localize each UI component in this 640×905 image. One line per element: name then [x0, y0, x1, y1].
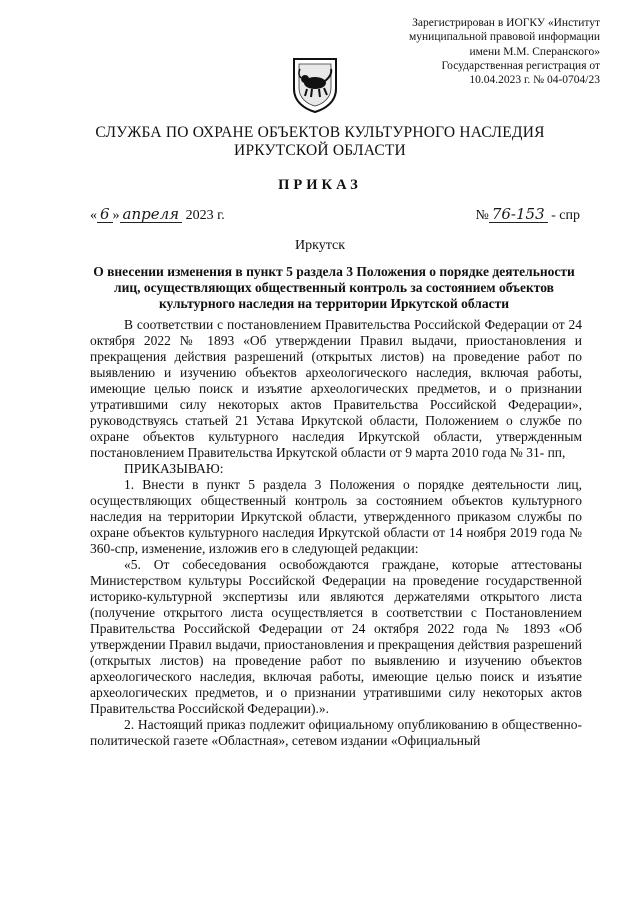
- coat-of-arms-icon: [290, 55, 340, 113]
- registration-line: 10.04.2023 г. № 04-0704/23: [469, 74, 600, 87]
- handwritten-month: апреля: [120, 206, 183, 223]
- organization-line: ИРКУТСКОЙ ОБЛАСТИ: [234, 142, 406, 159]
- date-quote-close: »: [112, 208, 120, 223]
- order-heading: О внесении изменения в пункт 5 раздела 3 Положения о порядке деятельности лиц, осуществляющих общественный контроль за состоянием объектов культурного наследия на территории Иркутской области: [93, 264, 575, 311]
- handwritten-number: 76-153: [489, 206, 548, 223]
- date-number-row: [90, 206, 580, 228]
- organization-name: [0, 124, 640, 160]
- organization-line: СЛУЖБА ПО ОХРАНЕ ОБЪЕКТОВ КУЛЬТУРНОГО НАСЛЕДИЯ: [95, 124, 545, 141]
- intro-paragraph: В соответствии с постановлением Правительства Российской Федерации от 24 октября 2022 № 1893 «Об утверждении Правил выдачи, приостановления и прекращения действия разрешений (открытых листов) на проведение работ по выявлению и изучению объектов археологического наследия, включая работы, имеющие целью поиск и изъятие археологических предметов, и о признании утратившими силу некоторых актов Правительства Российской Федерации», руководствуясь статьей 21 Устава Иркутской области, Положением о службе по охране объектов культурного наследия Иркутской области, утвержденным постановлением Правительства Иркутской области от 9 марта 2010 года № 31- пп,: [90, 317, 582, 460]
- number-sign: №: [475, 208, 489, 223]
- document-type-title: ПРИКАЗ: [278, 177, 362, 193]
- order-date: [90, 206, 225, 224]
- item-1-paragraph: 1. Внести в пункт 5 раздела 3 Положения о порядке деятельности лиц, осуществляющих общественный контроль за состоянием объектов культурного наследия на территории Иркутской области, утвержденного приказом службы по охране объектов культурного наследия Иркутской области от 14 ноября 2019 года № 360-спр, изменение, изложив его в следующей редакции:: [90, 477, 582, 556]
- registration-line: имени М.М. Сперанского»: [469, 45, 600, 58]
- order-number: [475, 206, 580, 224]
- order-word: ПРИКАЗЫВАЮ:: [124, 461, 224, 476]
- registration-line: Зарегистрирован в ИОГКУ «Институт: [412, 17, 600, 29]
- registration-stamp: [380, 16, 600, 87]
- date-quote-open: «: [90, 208, 97, 223]
- handwritten-day: 6: [97, 206, 113, 223]
- city-name: Иркутск: [294, 238, 346, 253]
- registration-line: муниципальной правовой информации: [408, 31, 600, 44]
- registration-line: Государственная регистрация от: [441, 59, 600, 72]
- quoted-amendment-paragraph: «5. От собеседования освобождаются граждане, которые аттестованы Министерством культуры Российской Федерации на проведение государственной историко-культурной экспертизы или являются держателями открытого листа (получение открытого листа осуществляется в соответствии с Постановлением Правительства Российской Федерации от 24 октября 2022 года № 1893 «Об утверждении Правил выдачи, приостановления и прекращения действия разрешений (открытых листов) на проведение работ по выявлению и изучению объектов археологического наследия, включая работы, имеющие целью поиск и изъятие археологических предметов, и о признании утратившими силу некоторых актов Правительства Российской Федерации).».: [90, 557, 582, 716]
- item-2-paragraph: 2. Настоящий приказ подлежит официальному опубликованию в общественно-политической газете «Областная», сетевом издании «Официальный: [90, 717, 582, 748]
- order-year: 2023 г.: [185, 208, 225, 223]
- order-body: [90, 317, 582, 749]
- number-suffix: - спр: [551, 208, 580, 223]
